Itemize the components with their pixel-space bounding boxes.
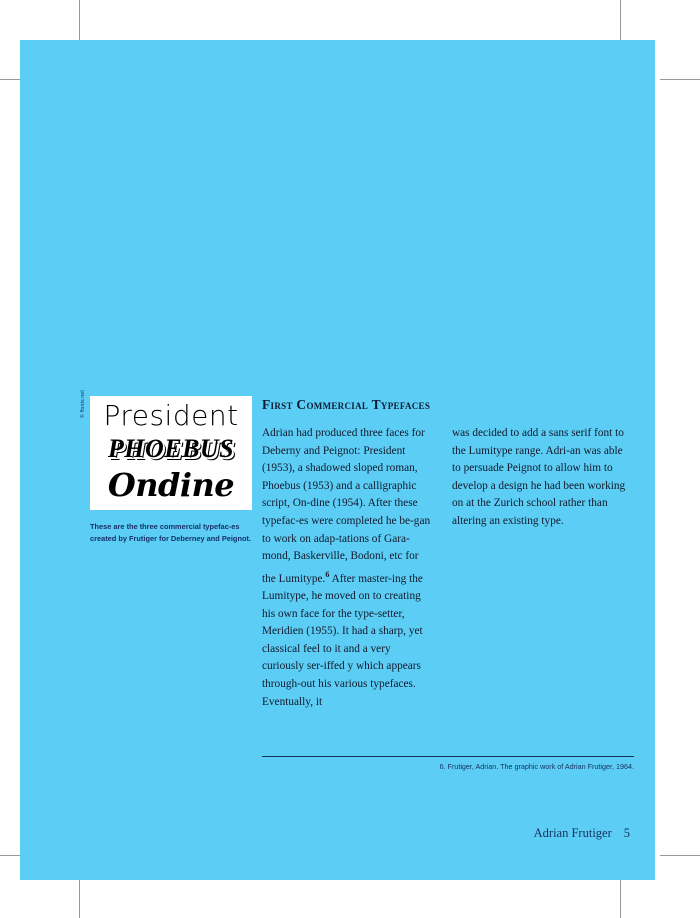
footer-page-number: 5 bbox=[623, 826, 630, 840]
crop-mark-top-right-vertical bbox=[620, 0, 621, 40]
section-heading: First Commercial Typefaces bbox=[262, 397, 431, 412]
page-canvas bbox=[20, 40, 655, 880]
ondine-specimen: Ondine bbox=[107, 466, 235, 504]
footer-title: Adrian Frutiger bbox=[533, 826, 612, 840]
crop-mark-bottom-left-vertical bbox=[79, 878, 80, 918]
body-paragraph-2: was decided to add a sans serif font to the Lumitype range. Adri-an was able to persuade Peignot to allow him to develop a design he had been working on at the Zurich school rather than altering an existing type. bbox=[452, 427, 626, 527]
footnote-text: 6. Frutiger, Adrian. The graphic work of Adrian Frutiger, 1964. bbox=[439, 762, 634, 771]
typeface-specimen-figure bbox=[80, 390, 254, 544]
body-paragraph-1 bbox=[262, 425, 434, 711]
footnote-rule bbox=[262, 756, 634, 757]
specimen-image bbox=[80, 390, 252, 510]
page-footer bbox=[534, 826, 630, 841]
figure-caption: These are the three commercial typefac-es created by Frutiger for Deberney and Peignot. bbox=[90, 522, 251, 543]
body-text-part-2: After master-ing the Lumitype, he moved on to creating his own face for the type-setter, Meridien (1955). It had a sharp, yet classical feel to it and a very curiously ser-iffed y which appears through-out his various typefaces. Eventually, it bbox=[262, 572, 423, 708]
crop-mark-top-right-horizontal bbox=[660, 79, 700, 80]
crop-mark-bottom-right-horizontal bbox=[660, 855, 700, 856]
image-credit: © ffonts.net bbox=[80, 390, 86, 418]
crop-mark-top-left-vertical bbox=[79, 0, 80, 40]
footnote-reference: 6 bbox=[325, 569, 330, 579]
body-column-2 bbox=[452, 425, 634, 531]
body-column-1 bbox=[262, 425, 434, 711]
president-specimen: President bbox=[103, 399, 239, 432]
phoebus-specimen: PHOEBUS bbox=[107, 434, 235, 463]
crop-mark-bottom-right-vertical bbox=[620, 878, 621, 918]
footnote-area bbox=[262, 756, 634, 771]
body-text-part-1: Adrian had produced three faces for Deberny and Peignot: President (1953), a shadowed sloped roman, Phoebus (1953) and a calligraphic script, On-dine (1954). After these typefac-es were completed he be-gan to work on adap-tations of Gara-mond, Baskerville, Bodoni, etc for the Lumitype. bbox=[262, 427, 431, 585]
